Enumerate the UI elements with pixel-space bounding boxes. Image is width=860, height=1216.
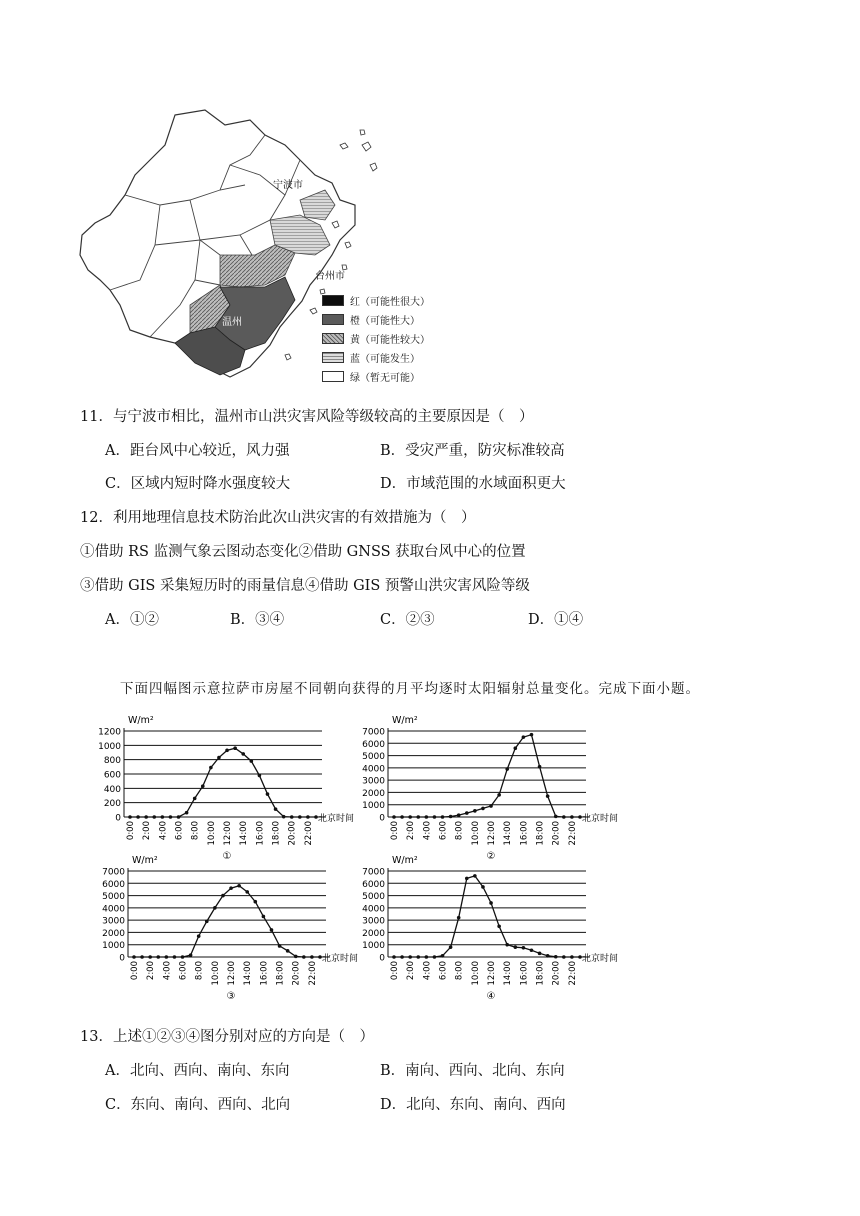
y-tick-label: 1200: [98, 727, 121, 738]
x-tick-label: 20:00: [287, 821, 298, 846]
y-tick-label: 0: [119, 953, 125, 964]
charts-intro: 下面四幅图示意拉萨市房屋不同朝向获得的月平均逐时太阳辐射总量变化。完成下面小题。: [120, 681, 700, 697]
legend-swatch-red: [322, 295, 344, 306]
x-tick-label: 12:00: [487, 961, 498, 986]
data-point: [554, 815, 558, 819]
y-tick-label: 3000: [102, 916, 125, 927]
chart-4: [350, 852, 640, 1002]
data-point: [546, 954, 550, 958]
data-point: [217, 756, 221, 760]
data-point: [578, 955, 582, 959]
data-point: [189, 953, 193, 957]
chart-caption: ②: [486, 851, 496, 862]
data-point: [505, 767, 509, 771]
data-point: [173, 955, 177, 959]
data-point: [298, 815, 302, 819]
x-tick-label: 8:00: [454, 961, 465, 981]
data-point: [258, 774, 262, 778]
map-legend: [322, 291, 430, 386]
x-tick-label: 8:00: [190, 821, 201, 841]
x-tick-label: 22:00: [303, 821, 314, 846]
chart-1: [90, 712, 355, 862]
data-point: [128, 815, 132, 819]
q12-option-d[interactable]: D．①④: [528, 612, 584, 628]
data-point: [457, 813, 461, 817]
data-point: [562, 815, 566, 819]
data-point: [473, 809, 477, 813]
x-tick-label: 22:00: [307, 961, 318, 986]
y-tick-label: 2000: [362, 928, 385, 939]
data-point: [497, 924, 501, 928]
x-tick-label: 10:00: [470, 961, 481, 986]
y-unit-label: W/m²: [132, 855, 158, 866]
x-tick-label: 14:00: [503, 961, 514, 986]
x-tick-label: 4:00: [158, 821, 169, 841]
q13-option-a[interactable]: A．北向、西向、南向、东向: [105, 1063, 290, 1079]
x-tick-label: 4:00: [162, 961, 173, 981]
q12-option-b[interactable]: B．③④: [230, 612, 285, 628]
data-point: [408, 815, 412, 819]
data-point: [245, 890, 249, 894]
x-tick-label: 10:00: [470, 821, 481, 846]
legend-item: 红（可能性很大）: [322, 291, 430, 310]
data-point: [473, 874, 477, 878]
y-tick-label: 0: [379, 953, 385, 964]
chart-4-svg: [350, 852, 640, 1002]
x-tick-label: 4:00: [422, 821, 433, 841]
data-point: [152, 815, 156, 819]
x-tick-label: 12:00: [227, 961, 238, 986]
chart-caption: ①: [222, 851, 232, 862]
y-tick-label: 2000: [102, 928, 125, 939]
data-point: [185, 811, 189, 815]
q12-option-a[interactable]: A．①②: [105, 612, 159, 628]
data-point: [449, 945, 453, 949]
y-tick-label: 1000: [98, 741, 121, 752]
y-tick-label: 4000: [102, 904, 125, 915]
data-point: [306, 815, 310, 819]
data-point: [193, 797, 197, 801]
chart-caption: ③: [226, 991, 236, 1002]
data-point: [457, 916, 461, 920]
data-point: [177, 815, 181, 819]
x-tick-label: 2:00: [142, 821, 153, 841]
x-axis-label: 北京时间: [582, 954, 619, 964]
data-point: [538, 765, 542, 769]
data-point: [229, 886, 233, 890]
q12-statement-line-1: ①借助 RS 监测气象云图动态变化②借助 GNSS 获取台风中心的位置: [80, 544, 526, 560]
x-tick-label: 14:00: [503, 821, 514, 846]
data-point: [262, 915, 266, 919]
data-point: [530, 948, 534, 952]
data-point: [392, 955, 396, 959]
y-tick-label: 200: [103, 799, 121, 810]
data-point: [278, 944, 282, 948]
data-point: [144, 815, 148, 819]
data-point: [221, 894, 225, 898]
y-tick-label: 6000: [362, 739, 385, 750]
x-axis-label: 北京时间: [322, 954, 359, 964]
data-point: [416, 955, 420, 959]
legend-item: 绿（暂无可能）: [322, 367, 430, 386]
data-point: [546, 794, 550, 798]
data-point: [270, 928, 274, 932]
x-tick-label: 18:00: [535, 821, 546, 846]
x-tick-label: 16:00: [255, 821, 266, 846]
x-tick-label: 6:00: [438, 961, 449, 981]
data-point: [266, 792, 270, 796]
q13-option-c[interactable]: C．东向、南向、西向、北向: [105, 1097, 291, 1113]
x-tick-label: 10:00: [206, 821, 217, 846]
y-tick-label: 6000: [102, 879, 125, 890]
q13-stem: 13．上述①②③④图分别对应的方向是（ ）: [80, 1029, 374, 1045]
data-point: [181, 955, 185, 959]
data-point: [522, 735, 526, 739]
y-tick-label: 800: [103, 756, 121, 767]
data-point: [481, 807, 485, 811]
data-point: [441, 815, 445, 819]
data-point: [156, 955, 160, 959]
x-tick-label: 16:00: [519, 961, 530, 986]
y-tick-label: 5000: [362, 752, 385, 763]
y-unit-label: W/m²: [392, 715, 418, 726]
y-tick-label: 2000: [362, 788, 385, 799]
data-point: [302, 955, 306, 959]
data-point: [433, 815, 437, 819]
data-point: [578, 815, 582, 819]
data-point: [201, 784, 205, 788]
y-tick-label: 3000: [362, 916, 385, 927]
data-point: [489, 804, 493, 808]
data-point: [286, 949, 290, 953]
data-point: [465, 811, 469, 815]
y-tick-label: 600: [103, 770, 121, 781]
data-point: [148, 955, 152, 959]
x-tick-label: 20:00: [551, 821, 562, 846]
data-point: [400, 815, 404, 819]
data-point: [318, 955, 322, 959]
data-point: [274, 807, 278, 811]
chart-3-svg: [90, 852, 359, 1002]
data-point: [514, 945, 518, 949]
y-tick-label: 3000: [362, 776, 385, 787]
y-tick-label: 6000: [362, 879, 385, 890]
data-point: [554, 955, 558, 959]
data-point: [282, 815, 286, 819]
data-point: [197, 934, 201, 938]
y-tick-label: 7000: [362, 867, 385, 878]
y-tick-label: 400: [103, 784, 121, 795]
x-tick-label: 6:00: [178, 961, 189, 981]
map-label-wenzhou: 温州: [222, 317, 242, 328]
data-point: [310, 955, 314, 959]
q12-option-c[interactable]: C．②③: [380, 612, 435, 628]
y-unit-label: W/m²: [392, 855, 418, 866]
zhejiang-risk-map: [70, 105, 450, 395]
data-point: [570, 955, 574, 959]
y-tick-label: 0: [379, 813, 385, 824]
series-line: [134, 886, 320, 957]
data-point: [425, 815, 429, 819]
q11-option-b[interactable]: B．受灾严重，防灾标准较高: [380, 443, 565, 459]
chart-1-svg: [90, 712, 355, 862]
q12-stem: 12．利用地理信息技术防治此次山洪灾害的有效措施为（ ）: [80, 510, 476, 526]
y-unit-label: W/m²: [128, 715, 154, 726]
data-point: [169, 815, 173, 819]
data-point: [441, 954, 445, 958]
y-tick-label: 4000: [362, 904, 385, 915]
x-tick-label: 0:00: [130, 961, 140, 981]
x-tick-label: 4:00: [422, 961, 433, 981]
x-tick-label: 12:00: [223, 821, 234, 846]
x-tick-label: 18:00: [271, 821, 282, 846]
series-line: [130, 748, 316, 817]
x-tick-label: 14:00: [243, 961, 254, 986]
q12-statement-line-2: ③借助 GIS 采集短历时的雨量信息④借助 GIS 预警山洪灾害风险等级: [80, 578, 530, 594]
q11-stem: 11．与宁波市相比，温州市山洪灾害风险等级较高的主要原因是（ ）: [80, 409, 534, 425]
chart-caption: ④: [486, 991, 496, 1002]
data-point: [161, 815, 165, 819]
data-point: [408, 955, 412, 959]
x-tick-label: 0:00: [126, 821, 136, 841]
data-point: [213, 906, 217, 910]
y-tick-label: 1000: [362, 941, 385, 952]
data-point: [481, 885, 485, 889]
data-point: [449, 815, 453, 819]
data-point: [140, 955, 144, 959]
data-point: [241, 752, 245, 756]
data-point: [425, 955, 429, 959]
x-tick-label: 16:00: [259, 961, 270, 986]
x-tick-label: 2:00: [406, 961, 417, 981]
data-point: [132, 955, 136, 959]
data-point: [465, 877, 469, 881]
y-tick-label: 4000: [362, 764, 385, 775]
chart-2-svg: [350, 712, 640, 862]
data-point: [514, 746, 518, 750]
data-point: [416, 815, 420, 819]
data-point: [209, 766, 213, 770]
x-tick-label: 6:00: [174, 821, 185, 841]
map-label-ningbo: 宁波市: [273, 180, 303, 191]
legend-swatch-yellow: [322, 333, 344, 344]
y-tick-label: 5000: [102, 892, 125, 903]
x-tick-label: 18:00: [275, 961, 286, 986]
x-tick-label: 0:00: [390, 821, 400, 841]
data-point: [237, 884, 241, 888]
data-point: [250, 759, 254, 763]
data-point: [538, 952, 542, 956]
data-point: [165, 955, 169, 959]
x-axis-label: 北京时间: [318, 814, 355, 824]
x-tick-label: 0:00: [390, 961, 400, 981]
y-tick-label: 1000: [102, 941, 125, 952]
data-point: [290, 815, 294, 819]
y-tick-label: 7000: [102, 867, 125, 878]
data-point: [314, 815, 318, 819]
data-point: [433, 955, 437, 959]
data-point: [489, 901, 493, 905]
chart-2: [350, 712, 640, 862]
x-tick-label: 2:00: [146, 961, 157, 981]
data-point: [205, 920, 209, 924]
data-point: [392, 815, 396, 819]
data-point: [522, 946, 526, 950]
x-tick-label: 6:00: [438, 821, 449, 841]
y-tick-label: 1000: [362, 801, 385, 812]
x-tick-label: 8:00: [454, 821, 465, 841]
x-tick-label: 16:00: [519, 821, 530, 846]
data-point: [530, 733, 534, 737]
x-tick-label: 20:00: [291, 961, 302, 986]
legend-swatch-orange: [322, 314, 344, 325]
x-tick-label: 18:00: [535, 961, 546, 986]
legend-item: 橙（可能性大）: [322, 310, 430, 329]
chart-3: [90, 852, 359, 1002]
q13-option-d[interactable]: D．北向、东向、南向、西向: [380, 1097, 566, 1113]
data-point: [233, 746, 237, 750]
x-tick-label: 10:00: [210, 961, 221, 986]
x-tick-label: 12:00: [487, 821, 498, 846]
data-point: [505, 943, 509, 947]
data-point: [570, 815, 574, 819]
legend-swatch-green: [322, 371, 344, 382]
x-tick-label: 8:00: [194, 961, 205, 981]
legend-item: 蓝（可能发生）: [322, 348, 430, 367]
q11-option-c[interactable]: C．区域内短时降水强度较大: [105, 476, 291, 492]
x-axis-label: 北京时间: [582, 814, 619, 824]
map-label-taizhou: 台州市: [315, 271, 345, 282]
q11-option-d[interactable]: D．市域范围的水域面积更大: [380, 476, 566, 492]
legend-swatch-blue: [322, 352, 344, 363]
x-tick-label: 14:00: [239, 821, 250, 846]
data-point: [497, 793, 501, 797]
y-tick-label: 0: [115, 813, 121, 824]
q11-option-a[interactable]: A．距台风中心较近，风力强: [105, 443, 290, 459]
x-tick-label: 20:00: [551, 961, 562, 986]
data-point: [254, 900, 258, 904]
x-tick-label: 22:00: [567, 961, 578, 986]
x-tick-label: 2:00: [406, 821, 417, 841]
data-point: [562, 955, 566, 959]
y-tick-label: 5000: [362, 892, 385, 903]
q13-option-b[interactable]: B．南向、西向、北向、东向: [380, 1063, 565, 1079]
legend-item: 黄（可能性较大）: [322, 329, 430, 348]
data-point: [225, 749, 229, 753]
x-tick-label: 22:00: [567, 821, 578, 846]
data-point: [400, 955, 404, 959]
y-tick-label: 7000: [362, 727, 385, 738]
data-point: [136, 815, 140, 819]
data-point: [294, 955, 298, 959]
